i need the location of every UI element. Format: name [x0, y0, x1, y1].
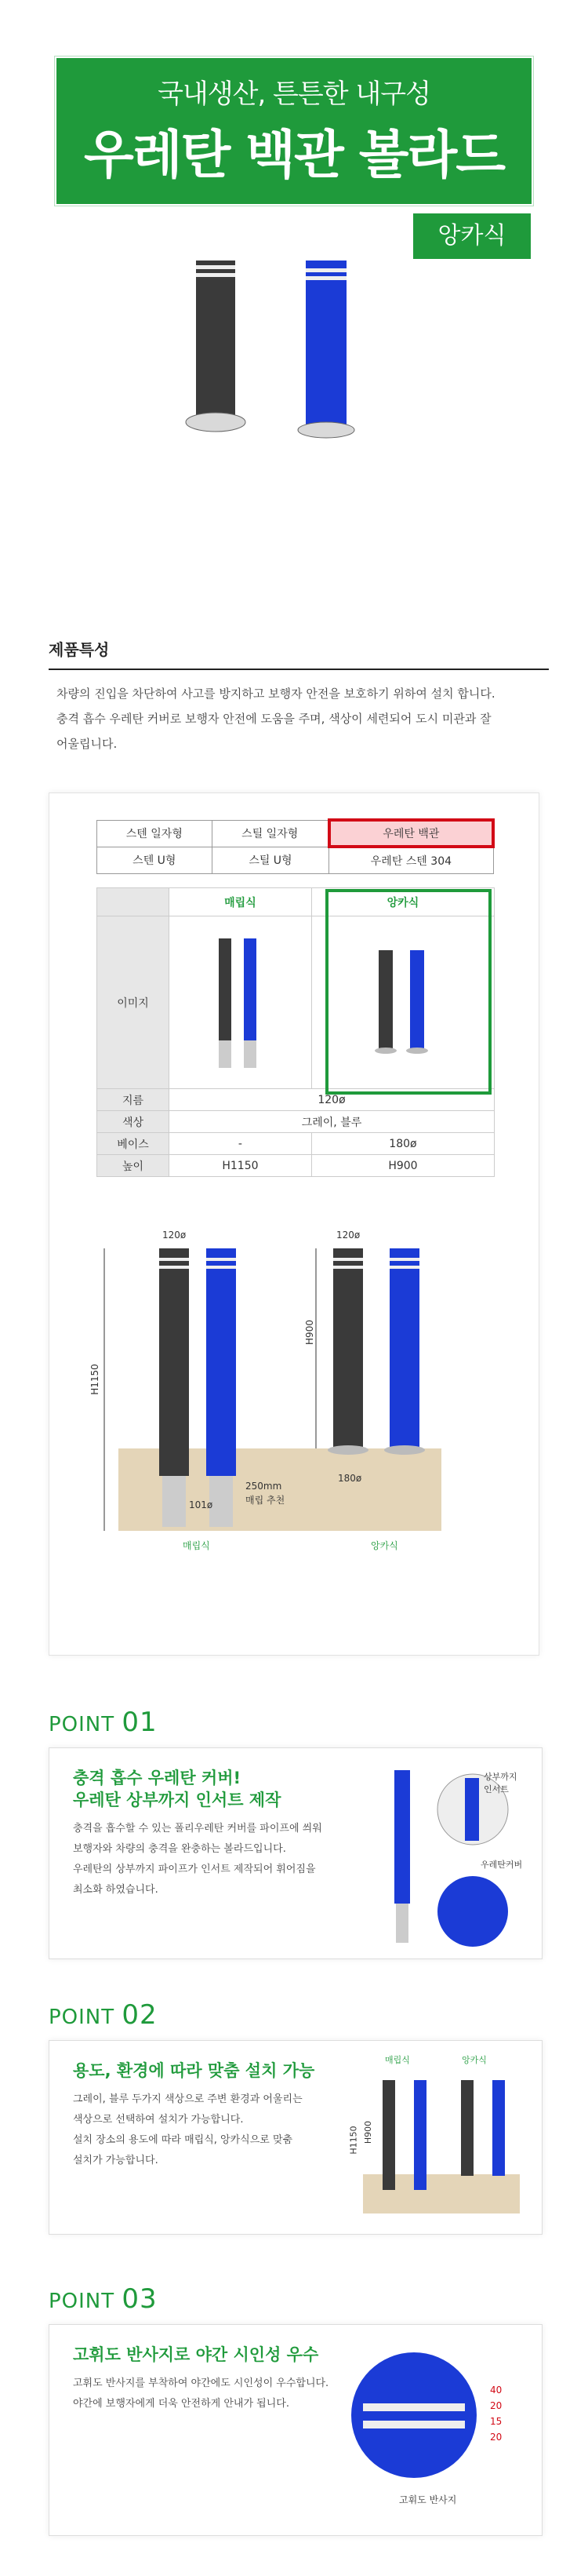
height-left: H1150	[89, 1364, 100, 1395]
row-label: 이미지	[97, 916, 169, 1089]
callout-cover: 우레탄커버	[481, 1860, 523, 1870]
point-line: 충격을 흡수할 수 있는 폴리우레탄 커버를 파이프에 씌워	[73, 1823, 322, 1835]
row-label: 베이스	[97, 1133, 169, 1155]
point-text	[73, 2060, 314, 2171]
point2-image	[347, 2057, 528, 2221]
method-label-right: 앙카식	[371, 1540, 398, 1551]
row-label: 높이	[97, 1155, 169, 1177]
spec-value: 180ø	[311, 1133, 494, 1155]
point-line: 설치가 가능합니다.	[73, 2155, 158, 2166]
spec-corner	[97, 888, 169, 916]
type-cell: 스틸 U형	[212, 847, 329, 873]
point-heading	[49, 2283, 158, 2315]
inner-diameter: 101ø	[189, 1499, 213, 1510]
type-cell: 우레탄 스텐 304	[329, 847, 493, 873]
point-01	[49, 1707, 523, 1896]
hero-banner	[55, 56, 533, 206]
type-badge: 앙카식	[413, 213, 531, 259]
image-cell	[169, 916, 312, 1089]
feature-line: 어울립니다.	[56, 737, 118, 751]
point-label: POINT	[49, 1713, 115, 1736]
dimension-diagram	[81, 1217, 504, 1550]
feature-line: 차량의 진입을 차단하여 사고를 방지하고 보행자 안전을 보호하기 위하여 설치 합니다.	[56, 687, 495, 701]
spec-value: 120ø	[169, 1089, 495, 1111]
point-label: POINT	[49, 2290, 115, 2313]
point-text	[73, 1767, 322, 1900]
dia-top-left: 120ø	[162, 1230, 187, 1241]
method-tag: 앙카식	[462, 2055, 487, 2065]
section-title: 제품특성	[49, 640, 110, 659]
point-title: 용도, 환경에 따라 맞춤 설치 가능	[73, 2061, 315, 2080]
point-label: POINT	[49, 2006, 115, 2029]
type-cell-selected: 우레탄 백관	[329, 820, 493, 847]
embed-depth: 250mm	[245, 1481, 282, 1492]
point-number: 01	[122, 1707, 158, 1738]
point-line: 보행자와 차량의 충격을 완충하는 볼라드입니다.	[73, 1843, 286, 1855]
point-02	[49, 1999, 487, 2166]
product-image	[180, 251, 368, 447]
point-title: 우레탄 상부까지 인서트 제작	[73, 1791, 281, 1809]
point-box	[49, 2040, 543, 2235]
row-label: 색상	[97, 1111, 169, 1133]
point-heading	[49, 1707, 158, 1738]
dia-top-right: 120ø	[336, 1230, 361, 1241]
spec-value: 그레이, 블루	[169, 1111, 495, 1133]
hero-title: 우레탄 백관 볼라드	[83, 125, 504, 185]
point-number: 02	[122, 1999, 158, 2031]
row-label: 지름	[97, 1089, 169, 1111]
point-text	[73, 2344, 328, 2414]
point-line: 색상으로 선택하여 설치가 가능합니다.	[73, 2114, 244, 2126]
dimension-drawing	[81, 1217, 504, 1547]
point-line: 우레탄의 상부까지 파이프가 인서트 제작되어 휘어짐을	[73, 1864, 316, 1875]
spec-panel	[49, 792, 539, 1656]
spec-value: H1150	[169, 1155, 312, 1177]
callout-line: 인서트	[484, 1784, 509, 1794]
height-right: H900	[303, 1320, 315, 1345]
section-divider	[49, 669, 549, 670]
point-03	[49, 2283, 503, 2505]
method-tag: 매립식	[385, 2055, 410, 2065]
method-label-left: 매립식	[183, 1540, 210, 1551]
point-line: 그레이, 블루 두가지 색상으로 주변 환경과 어울리는	[73, 2093, 303, 2105]
feature-text	[56, 681, 543, 756]
height-label: H900	[363, 2120, 374, 2144]
reflector-image	[347, 2348, 481, 2482]
reflector-dim: 40	[490, 2385, 503, 2396]
embed-note: 매립 추천	[245, 1495, 285, 1506]
spec-value: -	[169, 1133, 312, 1155]
point-box	[49, 1747, 543, 1959]
point-title: 고휘도 반사지로 야간 시인성 우수	[73, 2345, 319, 2364]
type-cell: 스틸 일자형	[212, 820, 329, 847]
point-line: 고휘도 반사지를 부착하여 야간에도 시인성이 우수합니다.	[73, 2377, 329, 2389]
bollard-thumb	[212, 931, 267, 1072]
base-diameter: 180ø	[338, 1473, 362, 1484]
reflector-caption: 고휘도 반사지	[399, 2494, 457, 2505]
type-cell: 스텐 U형	[97, 847, 212, 873]
point-title: 충격 흡수 우레탄 커버!	[73, 1769, 241, 1787]
feature-section	[49, 637, 535, 660]
point-box	[49, 2324, 543, 2536]
col-header: 매립식	[169, 888, 312, 916]
point-number: 03	[122, 2283, 158, 2315]
callout-line: 상부까지	[484, 1772, 517, 1782]
hero-subtitle: 국내생산, 튼튼한 내구성	[158, 78, 430, 110]
col-header: 앙카식	[311, 888, 494, 916]
selected-highlight	[325, 889, 492, 1095]
feature-line: 충격 흡수 우레탄 커버로 보행자 안전에 도움을 주며, 색상이 세련되어 도시 미관과 잘	[56, 712, 492, 726]
type-table	[96, 818, 495, 874]
spec-value: H900	[311, 1155, 494, 1177]
point-heading	[49, 1999, 158, 2031]
type-cell: 스텐 일자형	[97, 820, 212, 847]
height-label: H1150	[348, 2126, 359, 2155]
point-line: 최소화 하였습니다.	[73, 1884, 158, 1896]
reflector-dim: 20	[490, 2400, 503, 2411]
callout-insert	[484, 1770, 517, 1795]
point-line: 설치 장소의 용도에 따라 매립식, 앙카식으로 맞춤	[73, 2134, 293, 2146]
reflector-dim: 20	[490, 2432, 503, 2443]
point-line: 야간에 보행자에게 더욱 안전하게 안내가 됩니다.	[73, 2398, 289, 2410]
reflector-dim: 15	[490, 2416, 503, 2427]
